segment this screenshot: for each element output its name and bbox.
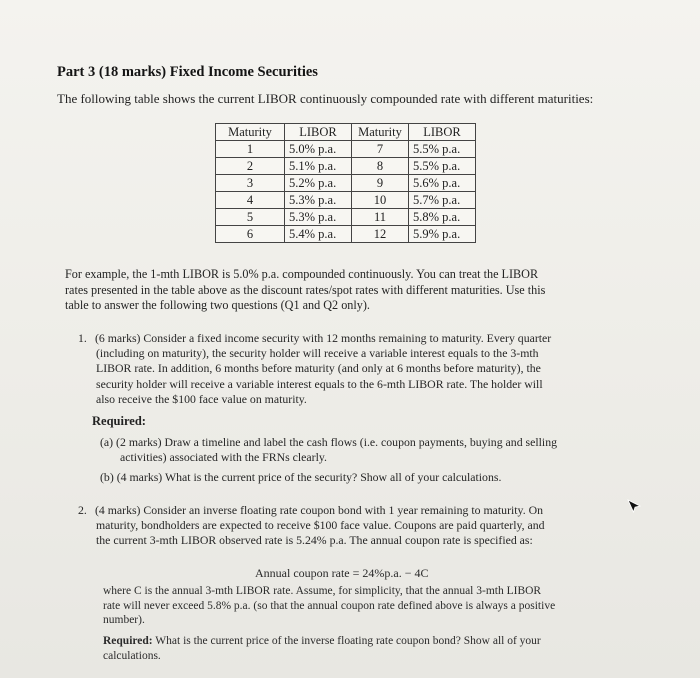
q2-required-line: calculations. xyxy=(103,649,161,662)
table-cell: 5.1% p.a. xyxy=(285,158,352,175)
table-cell: 12 xyxy=(352,226,409,243)
q1-required-label: Required: xyxy=(92,414,146,428)
example-paragraph xyxy=(65,267,645,314)
header-libor-2: LIBOR xyxy=(409,124,476,141)
q1-line: also receive the $100 face value on maturity. xyxy=(96,391,307,406)
table-row xyxy=(216,175,476,192)
table-cell: 4 xyxy=(216,192,285,209)
example-line: rates presented in the table above as the discount rates/spot rates with different maturities. Use this xyxy=(65,282,546,297)
q2-required-label: Required: xyxy=(103,635,153,647)
table-cell: 5.4% p.a. xyxy=(285,226,352,243)
table-cell: 1 xyxy=(216,141,285,158)
table-cell: 5.2% p.a. xyxy=(285,175,352,192)
q1-line: LIBOR rate. In addition, 6 months before maturity (and only at 6 months before maturity), the xyxy=(96,361,541,376)
table-cell: 3 xyxy=(216,175,285,192)
q2-text: (4 marks) Consider an inverse floating rate coupon bond with 1 year remaining to maturity. On xyxy=(94,503,544,517)
table-row xyxy=(216,141,476,158)
table-cell: 5.3% p.a. xyxy=(285,192,352,209)
q2-where-line: rate will never exceed 5.8% p.a. (so that the annual coupon rate defined above is always a positive xyxy=(103,599,556,612)
q2-line: the current 3-mth LIBOR observed rate is 5.24% p.a. The annual coupon rate is specified as: xyxy=(96,533,533,548)
q1a-line: activities) associated with the FRNs clearly. xyxy=(120,450,327,464)
table-header-row xyxy=(216,124,476,141)
table-cell: 5.5% p.a. xyxy=(409,158,476,175)
q1-line: security holder will receive a variable interest equals to the 6-mth LIBOR rate. The holder will xyxy=(96,376,543,391)
table-cell: 5.3% p.a. xyxy=(285,209,352,226)
table-row xyxy=(216,209,476,226)
q1-part-a xyxy=(100,435,640,465)
table-cell: 6 xyxy=(216,226,285,243)
table-row xyxy=(216,192,476,209)
table-cell: 11 xyxy=(352,209,409,226)
table-cell: 5.9% p.a. xyxy=(409,226,476,243)
table-row xyxy=(216,226,476,243)
intro-text: The following table shows the current LIBOR continuously compounded rate with different maturities: xyxy=(57,91,594,106)
q2-required-text: What is the current price of the inverse floating rate coupon bond? Show all of your xyxy=(152,635,541,647)
header-maturity-2: Maturity xyxy=(352,124,409,141)
q2-where-line: number). xyxy=(103,614,145,626)
libor-table xyxy=(215,123,476,243)
q2-line xyxy=(78,503,638,518)
table-cell: 5.8% p.a. xyxy=(409,209,476,226)
q1-part-b: (b) (4 marks) What is the current price of the security? Show all of your calculations. xyxy=(100,470,502,484)
header-maturity-1: Maturity xyxy=(216,124,285,141)
table-cell: 5.7% p.a. xyxy=(409,192,476,209)
table-cell: 2 xyxy=(216,158,285,175)
table-cell: 10 xyxy=(352,192,409,209)
example-line: table to answer the following two questions (Q1 and Q2 only). xyxy=(65,298,370,312)
table-cell: 5.0% p.a. xyxy=(285,141,352,158)
table-cell: 5 xyxy=(216,209,285,226)
table-cell: 5.5% p.a. xyxy=(409,141,476,158)
q1-line xyxy=(78,331,638,346)
q2-where-line: where C is the annual 3-mth LIBOR rate. Assume, for simplicity, that the annual 3-mth LIBOR xyxy=(103,585,542,597)
table-cell: 5.6% p.a. xyxy=(409,175,476,192)
header-libor-1: LIBOR xyxy=(285,124,352,141)
mouse-pointer-icon xyxy=(626,498,642,514)
q2-where-paragraph xyxy=(103,584,623,628)
q2-required xyxy=(103,634,623,663)
coupon-formula: Annual coupon rate = 24%p.a. − 4C xyxy=(255,566,429,580)
question-1 xyxy=(78,331,638,407)
example-line: For example, the 1-mth LIBOR is 5.0% p.a. compounded continuously. You can treat the LIBOR xyxy=(65,267,539,281)
q1-line: (including on maturity), the security holder will receive a variable interest equals to the 3-mth xyxy=(96,346,539,361)
q2-number: 2. xyxy=(78,503,87,517)
question-2 xyxy=(78,503,638,549)
table-cell: 9 xyxy=(352,175,409,192)
q1a-line: (a) (2 marks) Draw a timeline and label the cash flows (i.e. coupon payments, buying and selling xyxy=(100,435,557,449)
table-cell: 7 xyxy=(352,141,409,158)
table-cell: 8 xyxy=(352,158,409,175)
q1-text: (6 marks) Consider a fixed income security with 12 months remaining to maturity. Every quarter xyxy=(94,331,552,345)
q2-required-line xyxy=(103,634,623,649)
q1-number: 1. xyxy=(78,331,87,345)
q2-line: maturity, bondholders are expected to receive $100 face value. Coupons are paid quarterly, and xyxy=(96,518,545,533)
table-row xyxy=(216,158,476,175)
part-title: Part 3 (18 marks) Fixed Income Securities xyxy=(57,64,318,80)
